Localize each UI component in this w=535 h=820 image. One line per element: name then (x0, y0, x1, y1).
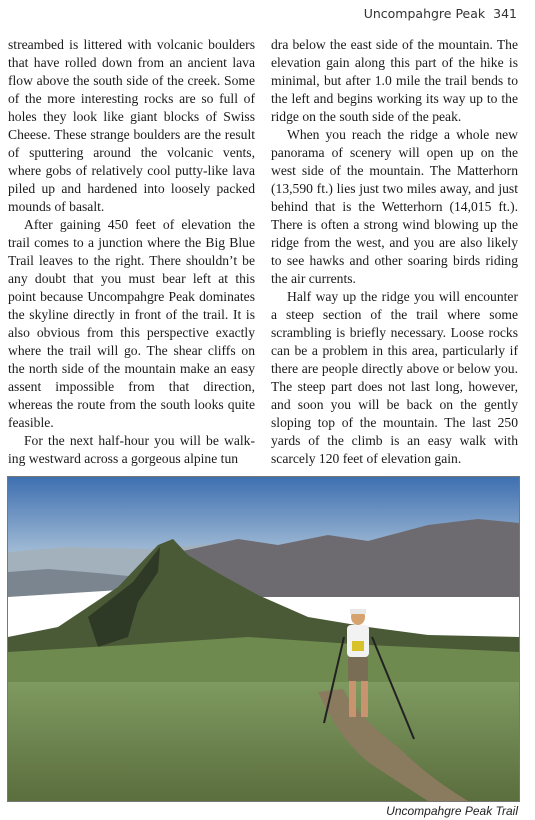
running-header-title: Uncompahgre Peak (363, 6, 486, 21)
paragraph: For the next half-hour you will be walking westward across a gorgeous alpine tun (8, 433, 255, 466)
foreground-meadow (8, 682, 519, 801)
right-column (271, 36, 518, 468)
left-column (8, 36, 255, 468)
paragraph: When you reach the ridge a whole new panorama of scenery will open up on the west side of the mountain. The Matterhorn (13,590 ft.) lies just two miles away, and just behind that is the Wetterhorn (14,015 ft.). There is often a strong wind blowing up the ridge from the west, and you are also likely to see hawks and other soaring birds riding the air currents. (271, 127, 518, 286)
running-header (364, 6, 517, 21)
page-number: 341 (493, 6, 517, 21)
paragraph: After gaining 450 feet of elevation the trail comes to a junction where the Big Blue Trail leaves to the right. There shouldn’t be any doubt that you must bear left at this point because Uncompahgre Peak dominates the skyline directly in front of the trail. It is also obvious from this perspective exactly where the trail will go. The shear cliffs on the north side of the mountain make an easy assent impossible from that direction, whereas the route from the south looks quite feasible. (8, 217, 255, 430)
trail-photo (7, 476, 520, 802)
photo-caption: Uncompahgre Peak Trail (386, 804, 518, 818)
paragraph-continued: dra below the east side of the mountain. The elevation gain along this part of the hike is minimal, but after 1.0 mile the trail bends to the left and begins working its way up to the ridge on the south side of the peak. (271, 37, 518, 124)
paragraph: streambed is littered with volcanic boulders that have rolled down from an ancient lava flow above the south side of the creek. Some of the more interesting rocks are so full of holes they look like giant blocks of Swiss Cheese. These strange boulders are the result of sputtering around the volcanic vents, where gobs of relatively cool putty-like lava piled up and hardened into loosely packed mounds of basalt. (8, 37, 255, 214)
paragraph: Half way up the ridge you will encounter a steep section of the trail where some scrambling is briefly necessary. Loose rocks can be a problem in this area, particularly if there are people directly above or below you. The steep part does not last long, however, and soon you will be back on the gently sloping top of the mountain. The last 250 yards of the climb is an easy walk with scarcely 120 feet of elevation gain. (271, 289, 518, 466)
photo-illustration (8, 477, 519, 801)
